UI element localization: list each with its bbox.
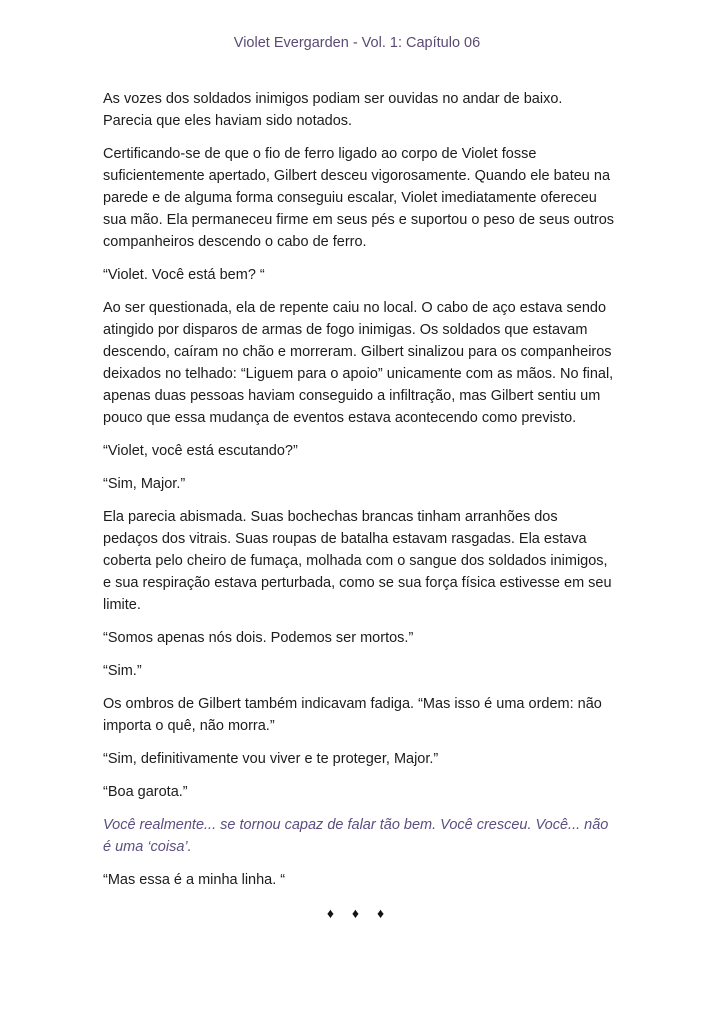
paragraph: “Mas essa é a minha linha. “ (103, 872, 286, 888)
paragraph-inner-monologue: Você realmente... se tornou capaz de falar tão bem. Você cresceu. Você... não é uma ‘coisa’. (103, 817, 609, 855)
paragraph: As vozes dos soldados inimigos podiam ser ouvidas no andar de baixo. Parecia que eles haviam sido notados. (103, 91, 563, 129)
paragraph: “Sim, definitivamente vou viver e te proteger, Major.” (103, 751, 439, 767)
chapter-body (103, 88, 615, 924)
chapter-title: Violet Evergarden - Vol. 1: Capítulo 06 (233, 35, 481, 51)
paragraph: Os ombros de Gilbert também indicavam fadiga. “Mas isso é uma ordem: não importa o quê, não morra.” (103, 696, 602, 734)
paragraph: “Violet. Você está bem? “ (103, 267, 265, 283)
paragraph: “Somos apenas nós dois. Podemos ser mortos.” (103, 630, 414, 646)
paragraph: Ela parecia abismada. Suas bochechas brancas tinham arranhões dos pedaços dos vitrais. Suas roupas de batalha estavam rasgadas. Ela estava coberta pelo cheiro de fumaça, molhada com o sangue dos soldados inimigos, e sua respiração estava perturbada, como se sua força física estivesse em seu limite. (103, 509, 612, 613)
paragraph: Certificando-se de que o fio de ferro ligado ao corpo de Violet fosse suficientemente apertado, Gilbert desceu vigorosamente. Quando ele bateu na parede e de alguma forma conseguiu escalar, Violet imediatamente ofereceu sua mão. Ela permaneceu firme em seus pés e suportou o peso de seus outros companheiros descendo o cabo de ferro. (103, 146, 615, 250)
paragraph: “Sim, Major.” (103, 476, 186, 492)
paragraph: “Sim.” (103, 663, 142, 679)
paragraph: “Violet, você está escutando?” (103, 443, 298, 459)
scene-break-separator: ♦ ♦ ♦ (326, 905, 392, 921)
paragraph: “Boa garota.” (103, 784, 188, 800)
paragraph: Ao ser questionada, ela de repente caiu no local. O cabo de aço estava sendo atingido por disparos de armas de fogo inimigas. Os soldados que estavam descendo, caíram no chão e morreram. Gilbert sinalizou para os companheiros deixados no telhado: “Liguem para o apoio” unicamente com as mãos. No final, apenas duas pessoas haviam conseguido a infiltração, mas Gilbert sentiu um pouco que essa mudança de eventos estava acontecendo como previsto. (103, 300, 614, 426)
